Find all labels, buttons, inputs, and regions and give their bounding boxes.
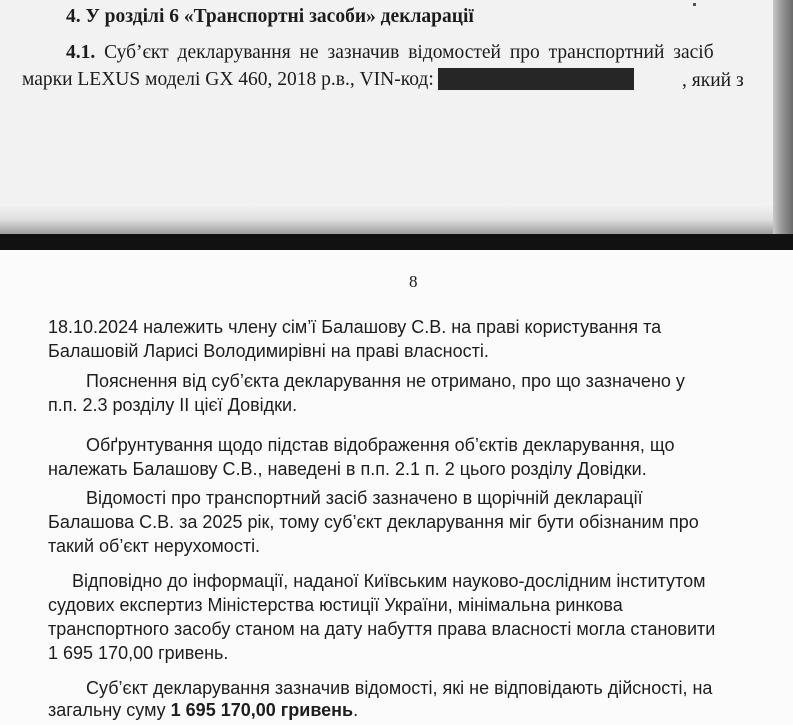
item-line-2	[22, 68, 634, 91]
paragraph-6-line-2	[48, 700, 358, 721]
paragraph-4-line-1: Відомості про транспортний засіб зазначено в щорічній декларації	[86, 488, 643, 508]
paragraph-2-line-1: Пояснення від суб’єкта декларування не отримано, про що зазначено у	[86, 371, 685, 391]
paragraph-2-line-2: п.п. 2.3 розділу II цієї Довідки.	[48, 395, 298, 415]
item-text-2: марки LEXUS моделі GX 460, 2018 р.в., VIN-код:	[22, 69, 434, 90]
sum-prefix: загальну суму	[48, 700, 171, 720]
page-number: 8	[409, 272, 418, 291]
sum-suffix: .	[353, 700, 359, 720]
paragraph-5-line-2: судових експертиз Міністерства юстиції України, мінімальна ринкова	[48, 595, 623, 615]
paragraph-4-line-3: такий об’єкт нерухомості.	[48, 536, 261, 556]
page-gap	[0, 234, 793, 250]
redacted-vin	[438, 68, 634, 90]
section-heading: 4. У розділі 6 «Транспортні засоби» декларації	[66, 6, 474, 27]
paragraph-5-line-4: 1 695 170,00 гривень.	[48, 643, 229, 663]
item-text-2-tail: , який з	[682, 70, 744, 91]
previous-page-fragment	[0, 0, 793, 234]
paragraph-3-line-1: Обґрунтування щодо підстав відображення об’єктів декларування, що	[86, 435, 675, 455]
item-number: 4.1.	[66, 42, 96, 63]
page-edge	[773, 0, 793, 234]
paragraph-4-line-2: Балашова С.В. за 2025 рік, тому суб’єкт декларування міг бути обізнаним про	[48, 512, 699, 532]
paragraph-1-line-1: 18.10.2024 належить члену сім’ї Балашову С.В. на праві користування та	[48, 317, 662, 337]
paragraph-1-line-2: Балашовій Ларисі Володимирівні на праві власності.	[48, 341, 489, 361]
page-shadow	[0, 205, 793, 234]
item-line-1	[66, 42, 714, 64]
item-text-1: Суб’єкт декларування не зазначив відомостей про транспортний засіб	[104, 42, 714, 63]
sum-amount: 1 695 170,00 гривень	[170, 700, 354, 720]
scan-speck	[693, 3, 696, 6]
paragraph-3-line-2: належать Балашову С.В., наведені в п.п. 2.1 п. 2 цього розділу Довідки.	[48, 459, 647, 479]
paragraph-5-line-3: транспортного засобу станом на дату набуття права власності могла становити	[48, 619, 716, 639]
paragraph-6-line-1: Суб’єкт декларування зазначив відомості, які не відповідають дійсності, на	[86, 678, 713, 698]
paragraph-5-line-1: Відповідно до інформації, наданої Київським науково-дослідним інститутом	[72, 571, 706, 591]
